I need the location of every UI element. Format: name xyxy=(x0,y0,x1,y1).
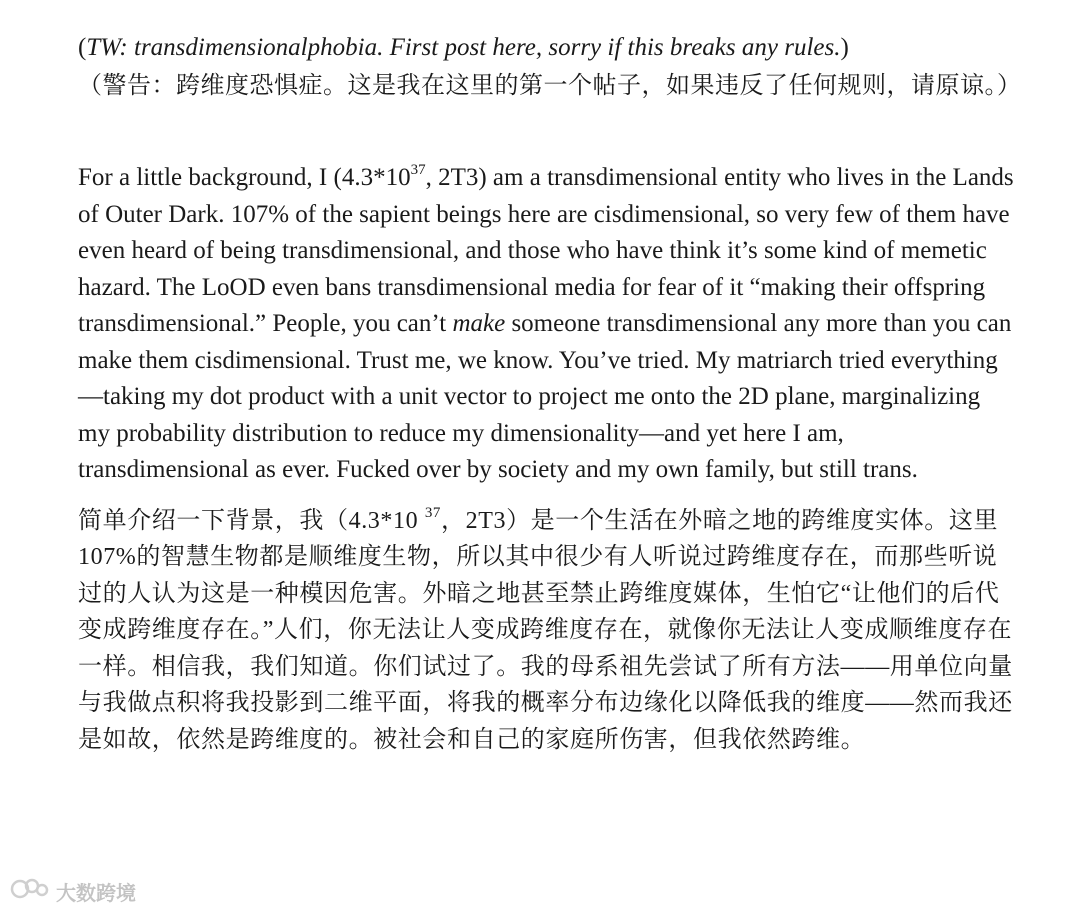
bg-zh-exponent: 37 xyxy=(424,504,442,521)
background-paragraph-en xyxy=(78,160,1018,489)
bg-en-part2: , 2T3) am a transdimensional entity who lives in the Lands of Outer Dark. 107% of the sapient beings here are cisdimensional, so very few of them have even heard of being transdimensional, and those who have think it’s some kind of memetic hazard. The LoOD even bans transdimensional media for fear of it “making their offspring transdimensional.” People, you can’t xyxy=(78,164,1014,337)
background-paragraph-zh xyxy=(78,503,1018,759)
watermark xyxy=(10,876,136,907)
trigger-warning-en xyxy=(78,30,1018,66)
watermark-text: 大数跨境 xyxy=(56,881,136,905)
bg-en-part1: For a little background, I (4.3*10 xyxy=(78,164,411,191)
tw-close-paren: ) xyxy=(840,34,849,61)
tw-open-paren: ( xyxy=(78,34,87,61)
trigger-warning-zh: （警告：跨维度恐惧症。这是我在这里的第一个帖子，如果违反了任何规则，请原谅。） xyxy=(78,73,1022,99)
bg-en-exponent: 37 xyxy=(410,161,426,178)
bg-zh-part1: 简单介绍一下背景，我（4.3*10 xyxy=(78,507,425,534)
bg-en-part3: someone transdimensional any more than you can make them cisdimensional. Trust me, we know. You’ve tried. My matriarch tried everything—taking my dot product with a unit vector to project me onto the 2D plane, marginalizing my probability distribution to reduce my dimensionality—and yet here I am, transdimensional as ever. Fucked over by society and my own family, but still trans. xyxy=(78,310,1012,483)
watermark-logo-icon xyxy=(10,876,50,907)
tw-text-italic: TW: transdimensionalphobia. First post here, sorry if this breaks any rules. xyxy=(86,34,841,61)
bg-zh-part2: ，2T3）是一个生活在外暗之地的跨维度实体。这里 107%的智慧生物都是顺维度生物，所以其中很少有人听说过跨维度存在，而那些听说过的人认为这是一种模因危害。外暗之地甚至禁止跨维度媒体，生怕它“让他们的后代变成跨维度存在。”人们，你无法让人变成跨维度存在，就像你无法让人变成顺维度存在一样。相信我，我们知道。你们试过了。我的母系祖先尝试了所有方法——用单位向量与我做点积将我投影到二维平面，将我的概率分布边缘化以降低我的维度——然而我还是如故，依然是跨维度的。被社会和自己的家庭所伤害，但我依然跨维。 xyxy=(78,507,1013,753)
post-body xyxy=(78,30,1022,758)
bg-en-emphasis: make xyxy=(452,310,506,337)
